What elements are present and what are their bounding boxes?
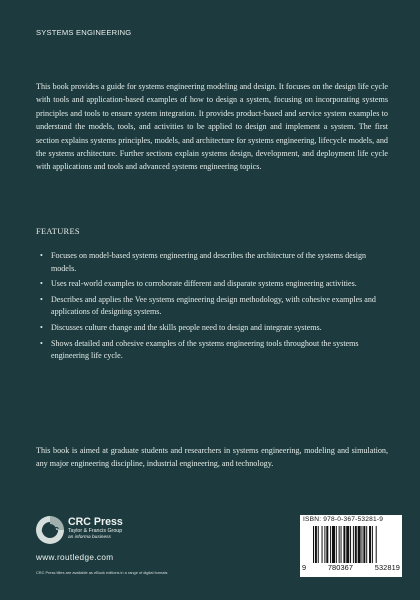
publisher-name: CRC Press xyxy=(68,516,123,528)
feature-text: Focuses on model-based systems engineering and describes the architecture of the systems design models. xyxy=(51,251,367,273)
bullet-icon: • xyxy=(40,338,43,348)
barcode-bar xyxy=(366,526,367,563)
book-description: This book provides a guide for systems engineering modeling and design. It focuses on the design life cycle with tools and application-based examples of how to design a system, focusing on incorporating systems principles and tools to ensure system integration. It provides product-based and service system examples to understand the models, tools, and activities to be applied to design and implement a system. The first section explains systems principles, models, and architecture for systems engineering, lifecycle models, and the systems architecture. Further sections explain systems design, development, and deployment life cycle with applications and tools and advanced systems engineering topics. xyxy=(36,82,388,172)
feature-text: Discusses culture change and the skills people need to design and integrate systems. xyxy=(51,322,322,332)
feature-item xyxy=(36,294,386,319)
barcode-bar xyxy=(318,526,319,563)
barcode-bar xyxy=(355,526,357,563)
barcode-icon xyxy=(313,526,399,563)
feature-item xyxy=(36,250,386,275)
publisher-group: Taylor & Francis Group xyxy=(68,528,123,534)
barcode-bar xyxy=(313,526,314,563)
barcode-bar xyxy=(315,526,317,563)
barcode-digit-group: 9 xyxy=(302,563,307,572)
barcode-bar xyxy=(369,526,371,563)
features-list xyxy=(36,250,386,366)
isbn-label: ISBN: 978-0-367-53281-9 xyxy=(303,516,384,523)
barcode-bar xyxy=(324,526,325,563)
barcode-bar xyxy=(350,526,351,563)
publisher-block xyxy=(68,517,123,541)
bullet-icon: • xyxy=(40,294,43,304)
bullet-icon: • xyxy=(40,251,43,260)
feature-text: Uses real-world examples to corroborate different and disparate systems engineering activities. xyxy=(51,279,357,289)
barcode-digits xyxy=(302,563,400,572)
barcode-digit-group: 780367 xyxy=(327,563,354,572)
bullet-icon: • xyxy=(40,279,43,289)
svg-text:CRC: CRC xyxy=(41,526,59,535)
barcode-bar xyxy=(332,526,335,563)
barcode-bar xyxy=(363,526,365,563)
barcode-bar xyxy=(326,526,328,563)
barcode-bar xyxy=(353,526,354,563)
barcode-bar xyxy=(358,526,361,563)
category-label: SYSTEMS ENGINEERING xyxy=(36,28,132,37)
barcode-bar xyxy=(376,526,377,563)
feature-item xyxy=(36,338,386,363)
barcode-bar xyxy=(336,526,337,563)
bullet-icon: • xyxy=(40,322,43,332)
barcode-bar xyxy=(339,526,340,563)
barcode-bar xyxy=(346,526,349,563)
publisher-website: www.routledge.com xyxy=(36,553,114,562)
features-heading: FEATURES xyxy=(36,227,80,236)
barcode-digit-group: 532819 xyxy=(374,563,400,572)
barcode-bar xyxy=(343,526,345,563)
audience-statement: This book is aimed at graduate students and researchers in systems engineering, modeling and simulation, any major engineering discipline, industrial engineering, and technology. xyxy=(36,446,388,469)
feature-item xyxy=(36,278,386,291)
publisher-business: an informa business xyxy=(68,535,111,540)
feature-text: Shows detailed and cohesive examples of the systems engineering tools throughout the systems engineering life cycle. xyxy=(51,338,359,361)
barcode-bar xyxy=(341,526,342,563)
barcode-bar xyxy=(361,526,362,563)
barcode-bar xyxy=(322,526,323,563)
crc-press-logo-icon xyxy=(34,514,66,546)
feature-text: Describes and applies the Vee systems engineering design methodology, with cohesive examples and applications of designing systems. xyxy=(51,294,376,317)
barcode-bar xyxy=(372,526,373,563)
feature-item xyxy=(36,322,386,335)
barcode-bar xyxy=(330,526,331,563)
ebook-note: CRC Press titles are available as eBook editions in a range of digital formats xyxy=(36,570,168,575)
